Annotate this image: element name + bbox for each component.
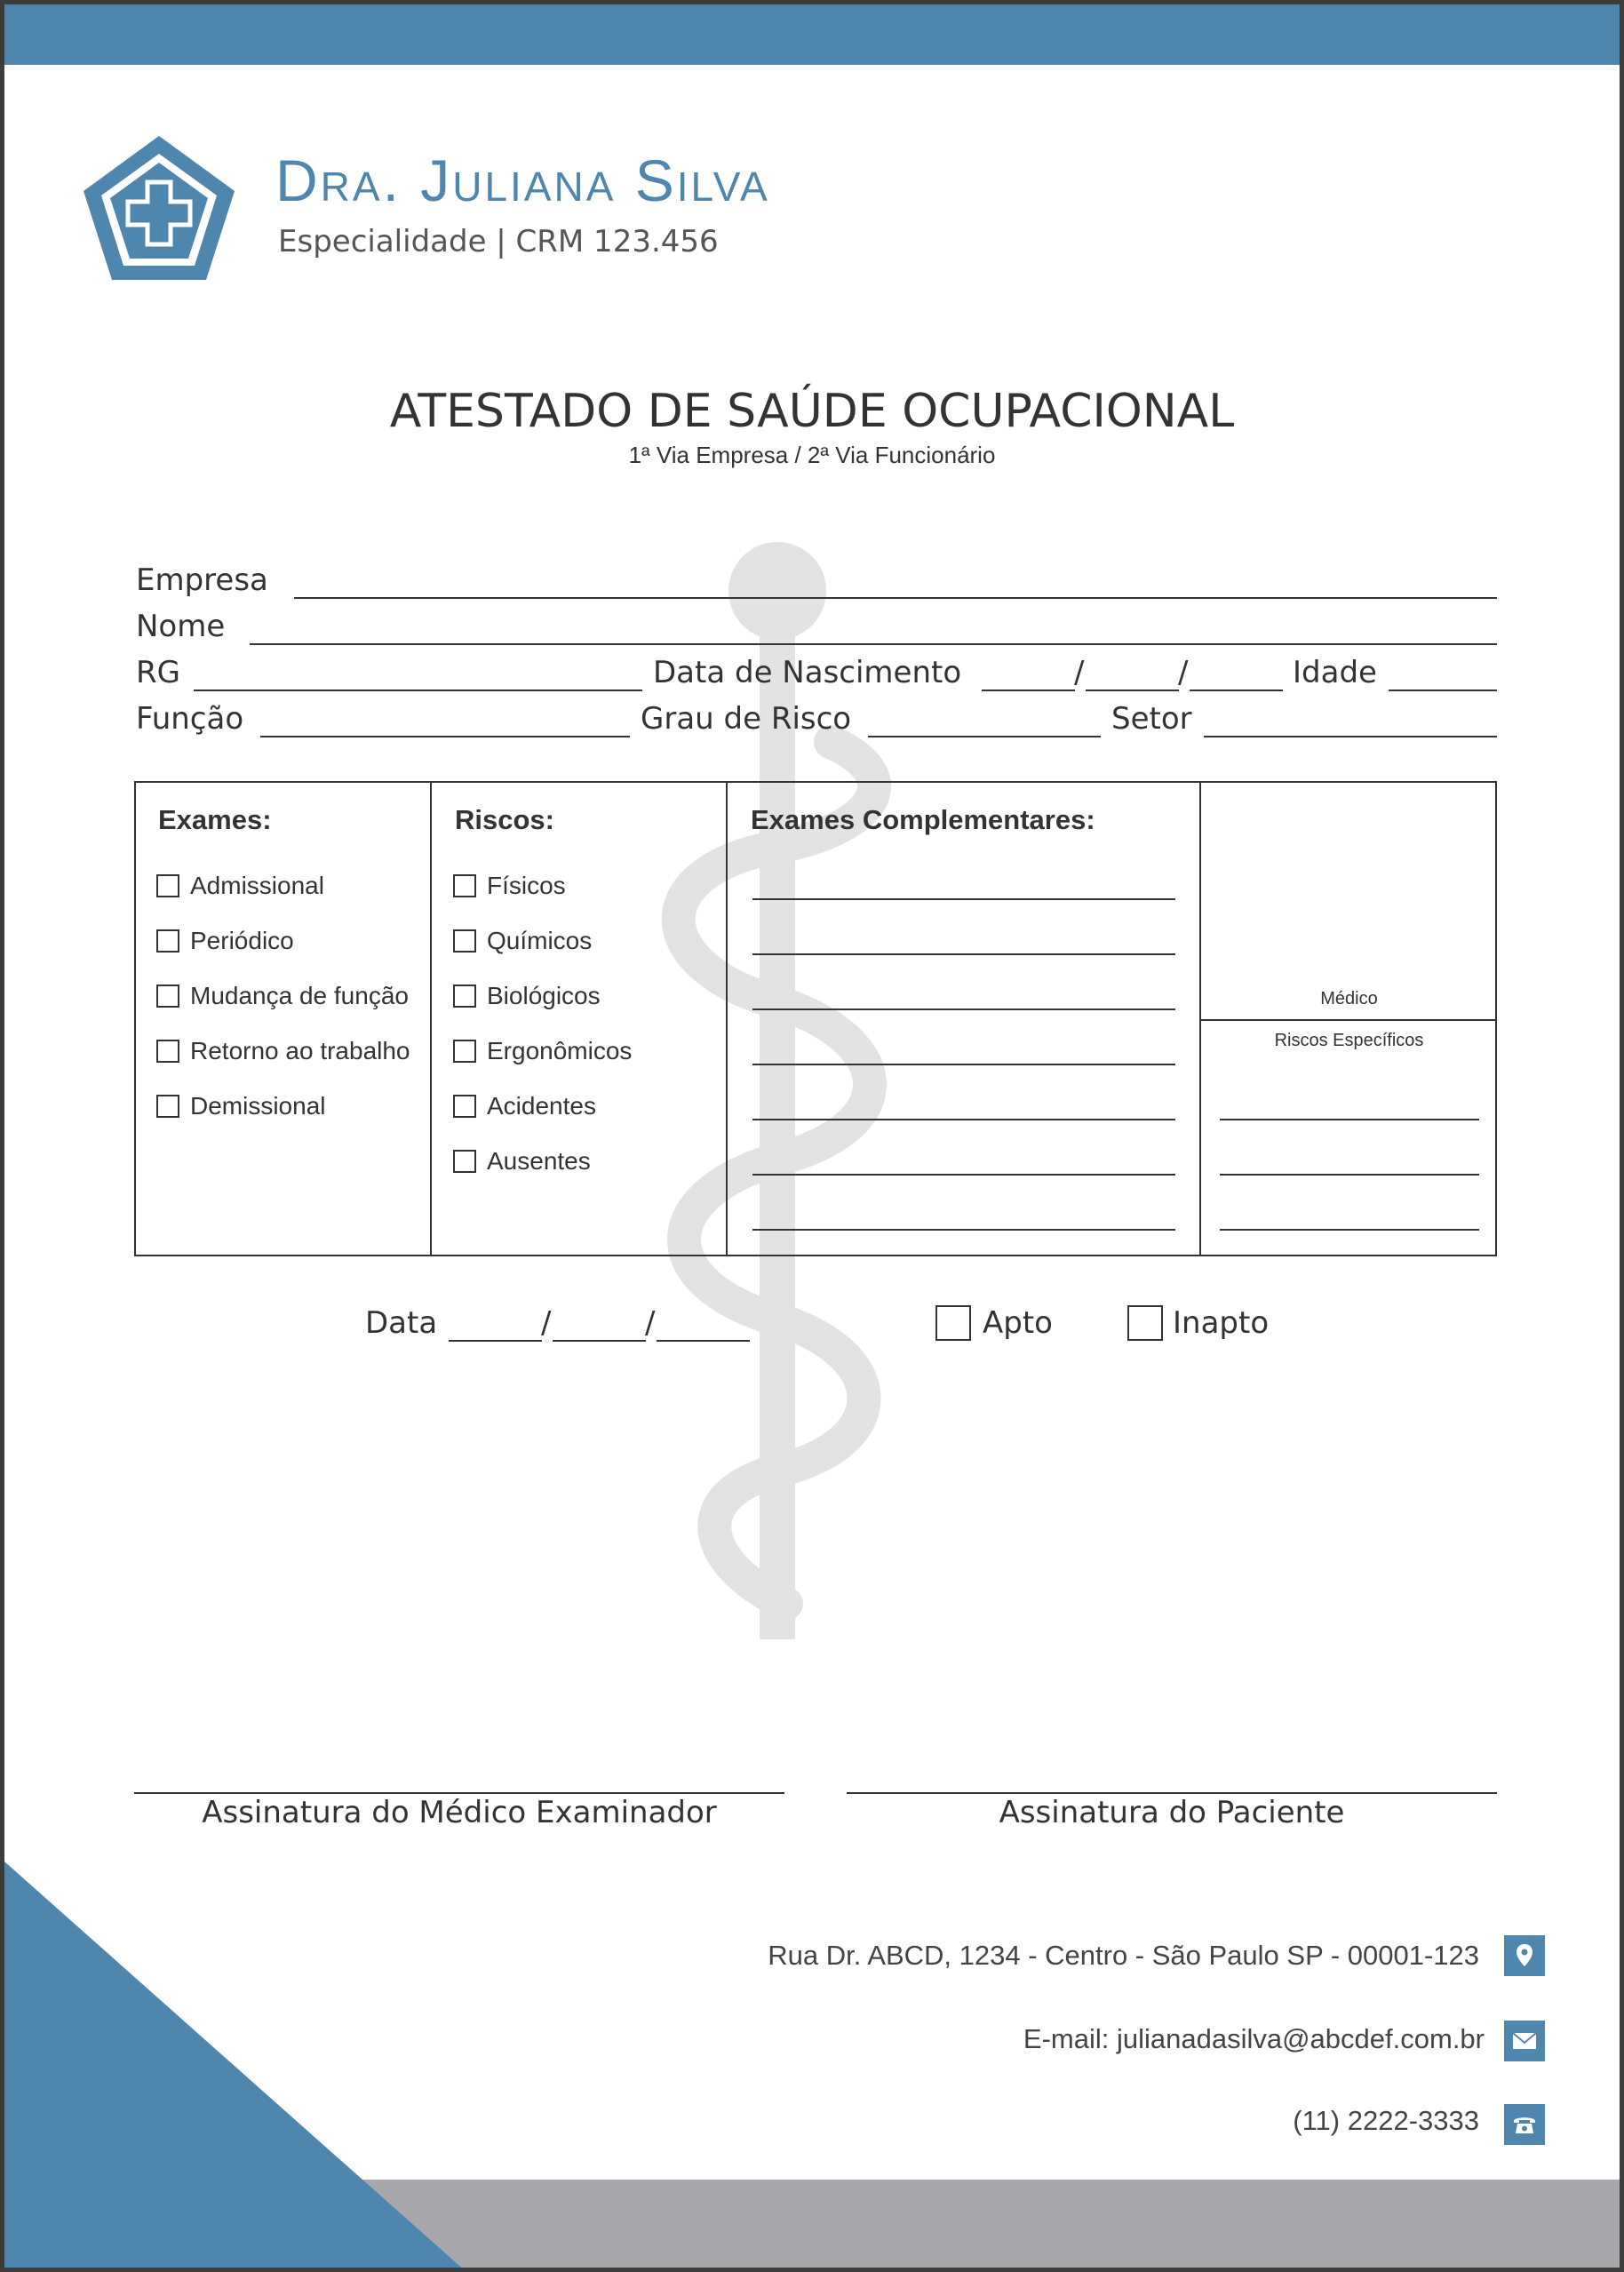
setor-label: Setor: [1111, 701, 1192, 737]
risco-checkbox-row[interactable]: [453, 1092, 596, 1120]
risco-checkbox-row[interactable]: [453, 927, 592, 955]
medico-signature-label: Assinatura do Médico Examinador: [202, 1795, 717, 1830]
birth-month-line[interactable]: [1086, 690, 1179, 691]
result-year-line[interactable]: [657, 1340, 750, 1342]
apto-label: Apto: [983, 1305, 1053, 1341]
exame-option-label: Admissional: [190, 872, 324, 899]
document-title: ATESTADO DE SAÚDE OCUPACIONAL: [389, 385, 1235, 438]
email-text: E-mail: julianadasilva@abcdef.com.br: [1023, 2023, 1485, 2054]
birth-day-line[interactable]: [982, 690, 1075, 691]
checkbox[interactable]: [453, 874, 476, 897]
doctor-specialty-crm: Especialidade | CRM 123.456: [278, 224, 719, 259]
risco-especifico-line[interactable]: [1220, 1119, 1479, 1120]
risco-checkbox-row[interactable]: [453, 1037, 632, 1065]
exame-checkbox-row[interactable]: [156, 1092, 326, 1120]
medico-signature-line[interactable]: [134, 1792, 784, 1794]
rg-label: RG: [136, 655, 180, 690]
risco-especifico-line[interactable]: [1220, 1174, 1479, 1176]
complementar-line[interactable]: [752, 1064, 1175, 1065]
rg-field-line[interactable]: [194, 690, 642, 691]
complementar-line[interactable]: [752, 1119, 1175, 1120]
exame-checkbox-row[interactable]: [156, 927, 294, 955]
risco-checkbox-row[interactable]: [453, 1147, 591, 1176]
checkbox[interactable]: [453, 1095, 476, 1118]
checkbox[interactable]: [453, 1040, 476, 1063]
checkbox[interactable]: [156, 929, 179, 953]
apto-checkbox[interactable]: [935, 1305, 971, 1341]
checkbox[interactable]: [156, 1040, 179, 1063]
risco-option-label: Físicos: [487, 872, 566, 899]
medical-cross-pentagon-icon: [80, 132, 238, 283]
exame-option-label: Demissional: [190, 1092, 326, 1120]
telephone-icon: [1504, 2104, 1545, 2145]
idade-field-line[interactable]: [1389, 690, 1497, 691]
risco-option-label: Acidentes: [487, 1092, 596, 1120]
data-label: Data: [365, 1305, 438, 1341]
risco-option-label: Biológicos: [487, 982, 601, 1009]
riscos-especificos-label: Riscos Específicos: [1274, 1031, 1424, 1050]
doctor-name: Dra. Juliana Silva: [275, 147, 770, 213]
exame-option-label: Periódico: [190, 927, 294, 954]
top-color-band: [4, 4, 1620, 65]
empresa-field-line[interactable]: [294, 597, 1497, 599]
risco-option-label: Químicos: [487, 927, 593, 954]
empresa-label: Empresa: [136, 562, 268, 598]
complementar-line[interactable]: [752, 898, 1175, 900]
setor-field-line[interactable]: [1204, 736, 1497, 737]
complementar-line[interactable]: [752, 1229, 1175, 1231]
table-divider: [726, 781, 728, 1256]
complementar-line[interactable]: [752, 953, 1175, 955]
complementar-line[interactable]: [752, 1174, 1175, 1176]
exames-column-title: Exames:: [158, 804, 272, 835]
location-pin-icon: [1504, 1935, 1545, 1976]
result-month-line[interactable]: [553, 1340, 646, 1342]
funcao-field-line[interactable]: [260, 736, 630, 737]
paciente-signature-label: Assinatura do Paciente: [999, 1795, 1345, 1830]
date-slash: /: [1074, 655, 1085, 690]
date-slash: /: [645, 1305, 656, 1341]
checkbox[interactable]: [156, 1095, 179, 1118]
inapto-label: Inapto: [1173, 1305, 1270, 1341]
document-subtitle: 1ª Via Empresa / 2ª Via Funcionário: [628, 442, 996, 468]
date-slash: /: [1178, 655, 1189, 690]
date-slash: /: [541, 1305, 552, 1341]
checkbox[interactable]: [453, 929, 476, 953]
riscos-column-title: Riscos:: [455, 804, 554, 835]
funcao-label: Função: [136, 701, 244, 737]
medico-label: Médico: [1320, 989, 1378, 1008]
inapto-checkbox[interactable]: [1127, 1305, 1163, 1341]
nome-label: Nome: [136, 609, 226, 644]
risco-especifico-line[interactable]: [1220, 1229, 1479, 1231]
checkbox[interactable]: [156, 985, 179, 1008]
grau-risco-field-line[interactable]: [868, 736, 1101, 737]
phone-text: (11) 2222-3333: [1293, 2105, 1479, 2136]
nome-field-line[interactable]: [250, 643, 1497, 645]
complementar-line[interactable]: [752, 1008, 1175, 1010]
exame-option-label: Mudança de função: [190, 982, 409, 1009]
birth-year-line[interactable]: [1190, 690, 1283, 691]
grau-risco-label: Grau de Risco: [641, 701, 852, 737]
exame-checkbox-row[interactable]: [156, 1037, 410, 1065]
checkbox[interactable]: [156, 874, 179, 897]
paciente-signature-line[interactable]: [847, 1792, 1497, 1794]
table-divider: [430, 781, 432, 1256]
risco-checkbox-row[interactable]: [453, 982, 601, 1010]
table-divider: [1199, 1019, 1497, 1021]
exame-checkbox-row[interactable]: [156, 982, 409, 1010]
result-day-line[interactable]: [449, 1340, 542, 1342]
envelope-icon: [1504, 2021, 1545, 2061]
risco-option-label: Ergonômicos: [487, 1037, 633, 1064]
exame-checkbox-row[interactable]: [156, 872, 324, 900]
address-text: Rua Dr. ABCD, 1234 - Centro - São Paulo SP - 00001-123: [768, 1940, 1479, 1971]
exames-complementares-title: Exames Complementares:: [751, 804, 1095, 835]
risco-checkbox-row[interactable]: [453, 872, 566, 900]
risco-option-label: Ausentes: [487, 1147, 591, 1175]
corner-triangle-decoration: [4, 1861, 466, 2272]
exame-option-label: Retorno ao trabalho: [190, 1037, 410, 1064]
checkbox[interactable]: [453, 1150, 476, 1173]
idade-label: Idade: [1293, 655, 1377, 690]
checkbox[interactable]: [453, 985, 476, 1008]
data-nascimento-label: Data de Nascimento: [653, 655, 962, 690]
